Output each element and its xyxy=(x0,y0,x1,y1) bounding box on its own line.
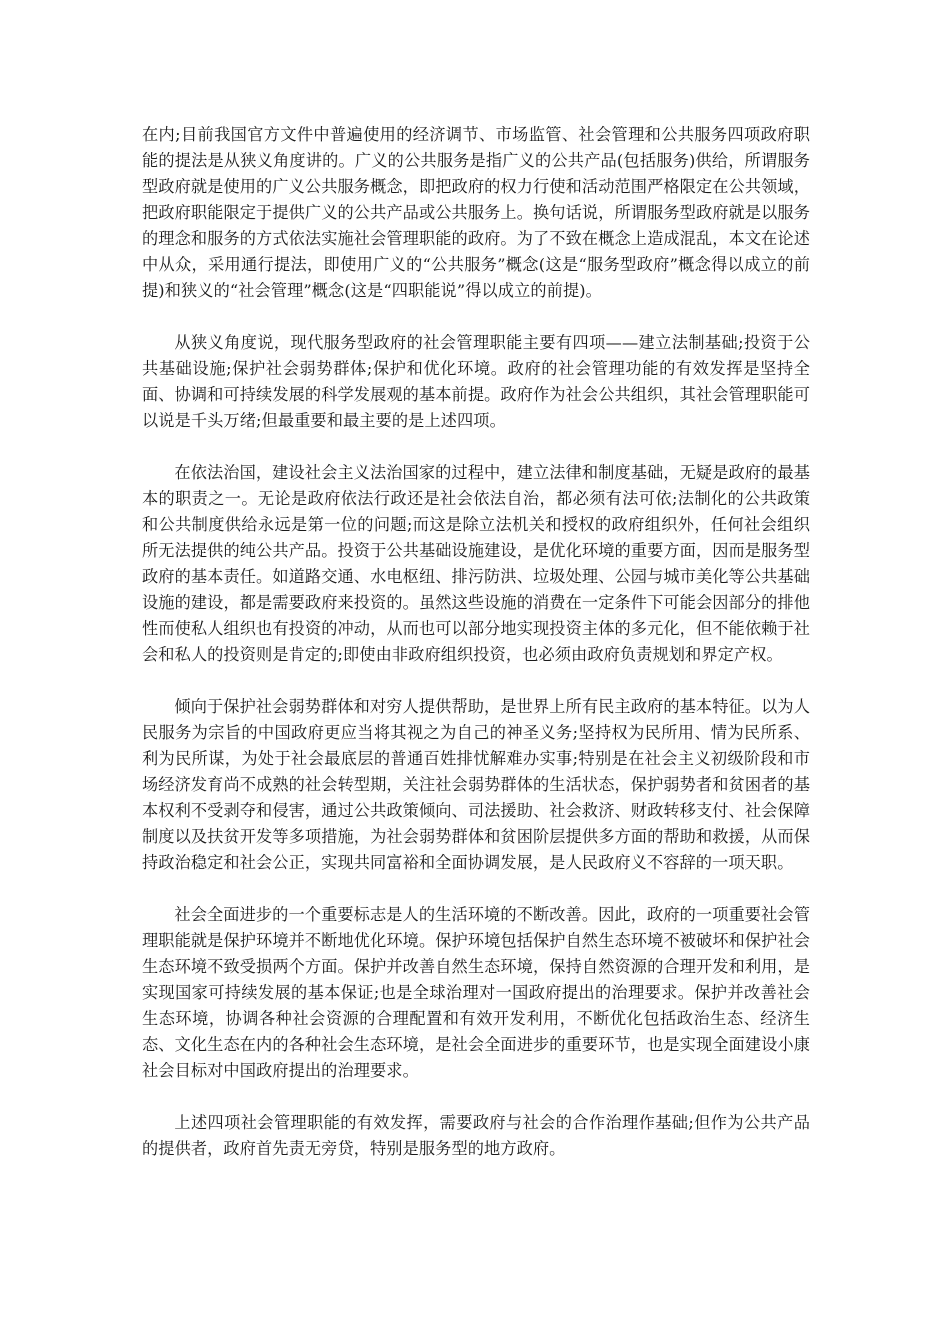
paragraph-5: 社会全面进步的一个重要标志是人的生活环境的不断改善。因此，政府的一项重要社会管理职能就是保护环境并不断地优化环境。保护环境包括保护自然生态环境不被破坏和保护社会生态环境不致受损两个方面。保护并改善自然生态环境，保持自然资源的合理开发和利用，是实现国家可持续发展的基本保证;也是全球治理对一国政府提出的治理要求。保护并改善社会生态环境，协调各种社会资源的合理配置和有效开发利用，不断优化包括政治生态、经济生态、文化生态在内的各种社会生态环境，是社会全面进步的重要环节，也是实现全面建设小康社会目标对中国政府提出的治理要求。 xyxy=(142,905,810,1080)
paragraph-1: 在内;目前我国官方文件中普遍使用的经济调节、市场监管、社会管理和公共服务四项政府职能的提法是从狭义角度讲的。广义的公共服务是指广义的公共产品(包括服务)供给，所谓服务型政府就是使用的广义公共服务概念，即把政府的权力行使和活动范围严格限定在公共领域，把政府职能限定于提供广义的公共产品或公共服务上。换句话说，所谓服务型政府就是以服务的理念和服务的方式依法实施社会管理职能的政府。为了不致在概念上造成混乱，本文在论述中从众，采用通行提法，即使用广义的“公共服务”概念(这是“服务型政府”概念得以成立的前提)和狭义的“社会管理”概念(这是“四职能说”得以成立的前提)。 xyxy=(142,125,810,300)
paragraph-3: 在依法治国，建设社会主义法治国家的过程中，建立法律和制度基础，无疑是政府的最基本的职责之一。无论是政府依法行政还是社会依法自治，都必须有法可依;法制化的公共政策和公共制度供给永远是第一位的问题;而这是除立法机关和授权的政府组织外，任何社会组织所无法提供的纯公共产品。投资于公共基础设施建设，是优化环境的重要方面，因而是服务型政府的基本责任。如道路交通、水电枢纽、排污防洪、垃圾处理、公园与城市美化等公共基础设施的建设，都是需要政府来投资的。虽然这些设施的消费在一定条件下可能会因部分的排他性而使私人组织也有投资的冲动，从而也可以部分地实现投资主体的多元化，但不能依赖于社会和私人的投资则是肯定的;即使由非政府组织投资，也必须由政府负责规划和界定产权。 xyxy=(142,463,810,664)
paragraph-2: 从狭义角度说，现代服务型政府的社会管理职能主要有四项——建立法制基础;投资于公共基础设施;保护社会弱势群体;保护和优化环境。政府的社会管理功能的有效发挥是坚持全面、协调和可持续发展的科学发展观的基本前提。政府作为社会公共组织，其社会管理职能可以说是千头万绪;但最重要和最主要的是上述四项。 xyxy=(142,333,810,430)
paragraph-6: 上述四项社会管理职能的有效发挥，需要政府与社会的合作治理作基础;但作为公共产品的提供者，政府首先责无旁贷，特别是服务型的地方政府。 xyxy=(142,1113,810,1158)
paragraph-4: 倾向于保护社会弱势群体和对穷人提供帮助，是世界上所有民主政府的基本特征。以为人民服务为宗旨的中国政府更应当将其视之为自己的神圣义务;坚持权为民所用、情为民所系、利为民所谋，为处于社会最底层的普通百姓排忧解难办实事;特别是在社会主义初级阶段和市场经济发育尚不成熟的社会转型期，关注社会弱势群体的生活状态，保护弱势者和贫困者的基本权利不受剥夺和侵害，通过公共政策倾向、司法援助、社会救济、财政转移支付、社会保障制度以及扶贫开发等多项措施，为社会弱势群体和贫困阶层提供多方面的帮助和救援，从而保持政治稳定和社会公正，实现共同富裕和全面协调发展，是人民政府义不容辞的一项天职。 xyxy=(142,697,810,872)
document-body xyxy=(142,122,810,1188)
